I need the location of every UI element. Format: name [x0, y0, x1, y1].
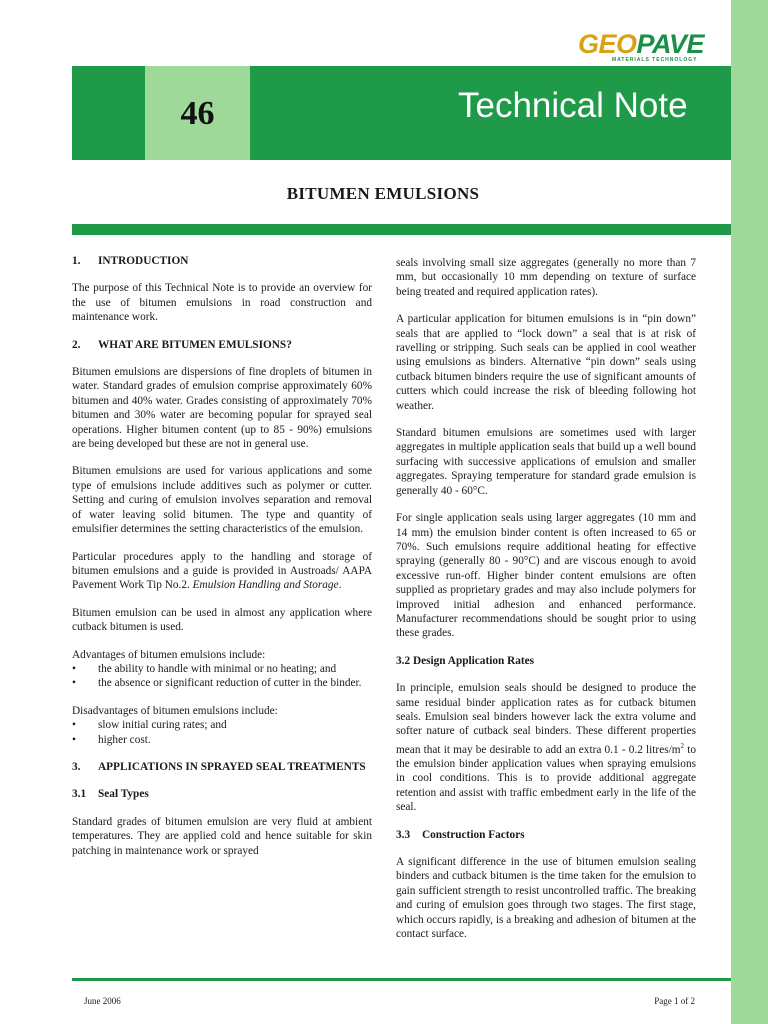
right-accent-stripe: [731, 0, 768, 1024]
paragraph: A significant difference in the use of bitumen emulsion sealing binders and cutback bitumen is the time taken for the emulsion to gain sufficient strength to resist uncontrolled traffic. The breaking and curing of emulsion goes through two stages. The first stage, which occurs rapidly, is a breaking and adhesion of bitumen at the contact surface.: [396, 855, 696, 941]
logo-geo: GEO: [578, 29, 637, 59]
subsection-heading-seal-types: 3.1 Seal Types: [72, 788, 149, 801]
footer-page-number: Page 1 of 2: [654, 996, 695, 1006]
paragraph: In principle, emulsion seals should be designed to produce the same residual binder application rates as for cutback bitumen seals. Emulsion seal binders however lack the extra volume and softer nature of cutback seal binders. These different properties mean that it may be desirable to add an extra 0.1 - 0.2 litres/$m^2$ to the emulsion binder application values when spraying emulsions in cool conditions. This is to provide additional aggregate retention and assist with traffic embedment early in the life of the seal.: [396, 682, 696, 814]
paragraph: Bitumen emulsion can be used in almost any application where cutback bitumen is used.: [72, 606, 372, 634]
subsection-heading-design-application-rates: 3.2 Design Application Rates: [396, 654, 535, 667]
geopave-logo: [578, 30, 708, 64]
list-item: • higher cost.: [72, 733, 151, 746]
logo-tagline: MATERIALS TECHNOLOGY: [612, 57, 698, 63]
subsection-heading-construction-factors: 3.3 Construction Factors: [396, 828, 525, 841]
paragraph: Bitumen emulsions are dispersions of fine droplets of bitumen in water. Standard grades of emulsion comprise approximately 60% bitumen and 40% water. Grades consisting of approximately 70% bitumen and 30% water are becoming popular for sprayed seal operations. Higher bitumen content (up to 85 - 90%) emulsions are being developed but these are not in general use.: [72, 366, 372, 451]
left-column: [72, 254, 372, 871]
paragraph: Standard bitumen emulsions are sometimes used with larger aggregates in multiple application seals that build up a well bound surfacing with successive applications of emulsion and smaller aggregates. Spraying temperature for standard grade emulsion is generally 40 - 60°C.: [396, 427, 696, 497]
list-item: • slow initial curing rates; and: [72, 719, 227, 732]
list-item: • the ability to handle with minimal or no heating; and: [72, 662, 337, 675]
footer-rule: [72, 978, 731, 981]
paragraph: For single application seals using larger aggregates (10 mm and 14 mm) the emulsion binder content is often increased to 65 or 70%. Such emulsions require additional heating for effective spraying (generally 80 - 90°C) and are viscous enough to avoid excessive run-off. Higher binder content emulsions are often supplied as proprietary grades and may also include polymers for improved initial adhesion and enhanced performance. Manufacturer recommendations should be sought prior to using these grades.: [396, 512, 696, 640]
disadvantages-lead: Disadvantages of bitumen emulsions include:: [72, 704, 278, 717]
paragraph: seals involving small size aggregates (generally no more than 7 mm, but occasionally 10 mm depending on texture of surface being treated and required application rates).: [396, 257, 696, 298]
right-column: [396, 256, 696, 954]
section-heading-applications: 3. APPLICATIONS IN SPRAYED SEAL TREATMENTS: [72, 760, 366, 773]
footer-date: June 2006: [84, 996, 121, 1006]
disadvantages-list: [72, 718, 372, 747]
note-number: 46: [180, 95, 215, 132]
title-rule: [72, 224, 731, 235]
paragraph: A particular application for bitumen emulsions is in “pin down” seals that are applied to “lock down” a seal that is at risk of ravelling or stripping. Such seals can be applied in cool weather using emulsions as binders. Alternative “pin down” seals using cutback bitumen binders require the use of significant amounts of cutters which could increase the risk of bleeding following hot weather.: [396, 313, 696, 412]
logo-pave: PAVE: [636, 29, 705, 59]
paragraph: Particular procedures apply to the handling and storage of bitumen emulsions and a guide is provided in Austroads/ AAPA Pavement Work Tip No.2. Emulsion Handling and Storage.: [72, 550, 372, 592]
advantages-list: [72, 662, 372, 691]
advantages-lead: Advantages of bitumen emulsions include:: [72, 648, 266, 661]
banner-title: Technical Note: [458, 86, 688, 125]
paragraph: The purpose of this Technical Note is to provide an overview for the use of bitumen emulsions in road construction and maintenance work.: [72, 282, 372, 324]
document-title: BITUMEN EMULSIONS: [286, 184, 480, 203]
section-heading-introduction: 1. INTRODUCTION: [72, 255, 189, 267]
paragraph: Bitumen emulsions are used for various applications and some type of emulsions include additives such as polymer or cutter. Setting and curing of emulsion involves separation and removal of water leaving solid bitumen. The type and quantity of emulsifier determines the setting characteristics of the emulsion.: [72, 465, 372, 536]
list-item: • the absence or significant reduction of cutter in the binder.: [72, 677, 362, 690]
logo-wordmark: [578, 30, 708, 58]
paragraph: Standard grades of bitumen emulsion are very fluid at ambient temperatures. They are applied cold and hence suitable for skin patching in maintenance work or sprayed: [72, 815, 372, 857]
section-heading-what-are-bitumen-emulsions: 2. WHAT ARE BITUMEN EMULSIONS?: [72, 338, 292, 351]
